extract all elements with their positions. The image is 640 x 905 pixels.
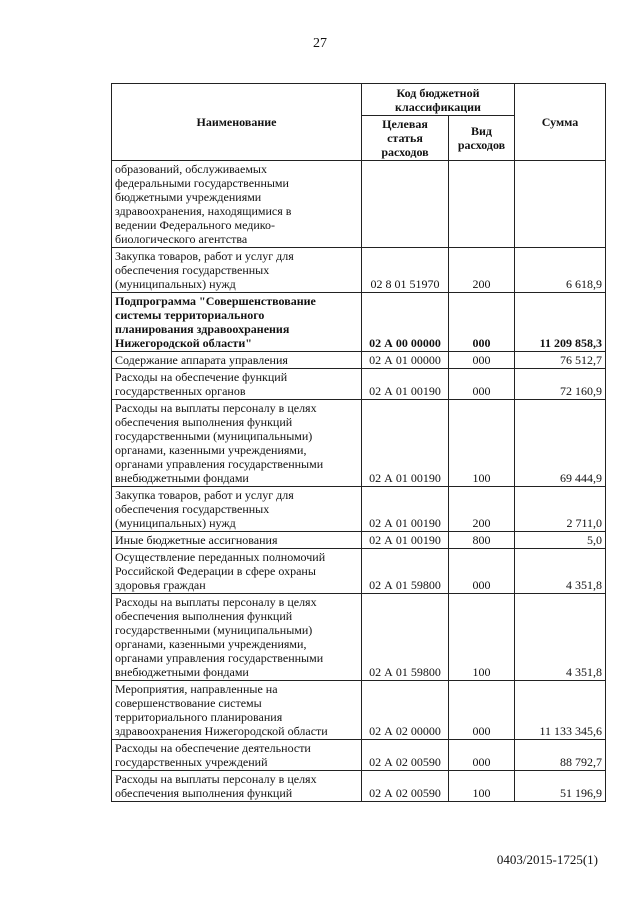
row-amount: 2 711,0 xyxy=(515,487,606,532)
row-target-article: 02 А 01 00190 xyxy=(362,369,449,400)
row-expense-type: 000 xyxy=(449,369,515,400)
row-expense-type: 000 xyxy=(449,681,515,740)
row-amount: 69 444,9 xyxy=(515,400,606,487)
row-expense-type: 200 xyxy=(449,248,515,293)
table-body xyxy=(112,161,606,802)
row-target-article: 02 8 01 51970 xyxy=(362,248,449,293)
row-name: Закупка товаров, работ и услуг для обеспечения государственных (муниципальных) нужд xyxy=(112,248,362,293)
row-name: образований, обслуживаемых федеральными государственными бюджетными учреждениями здравоохранения, находящимися в ведении Федерального медико- биологического агентства xyxy=(112,161,362,248)
header-code-group: Код бюджетной классификации xyxy=(362,84,515,116)
row-expense-type: 100 xyxy=(449,594,515,681)
row-amount: 4 351,8 xyxy=(515,549,606,594)
row-target-article: 02 А 01 00190 xyxy=(362,487,449,532)
row-expense-type xyxy=(449,161,515,248)
row-amount: 5,0 xyxy=(515,532,606,549)
table-row xyxy=(112,352,606,369)
row-target-article: 02 А 01 59800 xyxy=(362,594,449,681)
row-name: Закупка товаров, работ и услуг для обеспечения государственных (муниципальных) нужд xyxy=(112,487,362,532)
row-target-article: 02 А 01 00190 xyxy=(362,400,449,487)
table-row xyxy=(112,549,606,594)
header-target-article: Целевая статья расходов xyxy=(362,116,449,161)
table-row xyxy=(112,161,606,248)
table-row xyxy=(112,400,606,487)
row-amount: 11 209 858,3 xyxy=(515,293,606,352)
row-expense-type: 000 xyxy=(449,293,515,352)
header-name: Наименование xyxy=(112,84,362,161)
row-name: Подпрограмма "Совершенствование системы территориального планирования здравоохранения Нижегородской области" xyxy=(112,293,362,352)
row-expense-type: 000 xyxy=(449,740,515,771)
row-target-article: 02 А 01 59800 xyxy=(362,549,449,594)
row-name: Содержание аппарата управления xyxy=(112,352,362,369)
row-expense-type: 200 xyxy=(449,487,515,532)
budget-table xyxy=(111,83,606,802)
page-number: 27 xyxy=(313,36,327,51)
table-row xyxy=(112,248,606,293)
table-row xyxy=(112,681,606,740)
header-expense-type: Вид расходов xyxy=(449,116,515,161)
table-row xyxy=(112,369,606,400)
row-expense-type: 100 xyxy=(449,771,515,802)
row-name: Расходы на выплаты персоналу в целях обеспечения выполнения функций государственными (муниципальными) органами, казенными учреждениями, органами управления государственными внебюджетными фондами xyxy=(112,400,362,487)
row-name: Иные бюджетные ассигнования xyxy=(112,532,362,549)
row-amount xyxy=(515,161,606,248)
row-expense-type: 100 xyxy=(449,400,515,487)
header-amount: Сумма xyxy=(515,84,606,161)
row-name: Расходы на выплаты персоналу в целях обеспечения выполнения функций государственными (муниципальными) органами, казенными учреждениями, органами управления государственными внебюджетными фондами xyxy=(112,594,362,681)
row-amount: 72 160,9 xyxy=(515,369,606,400)
row-amount: 6 618,9 xyxy=(515,248,606,293)
row-name: Расходы на обеспечение деятельности государственных учреждений xyxy=(112,740,362,771)
row-name: Мероприятия, направленные на совершенствование системы территориального планирования здравоохранения Нижегородской области xyxy=(112,681,362,740)
table-row xyxy=(112,771,606,802)
row-amount: 51 196,9 xyxy=(515,771,606,802)
table-row xyxy=(112,740,606,771)
row-target-article xyxy=(362,161,449,248)
row-expense-type: 800 xyxy=(449,532,515,549)
row-expense-type: 000 xyxy=(449,549,515,594)
row-name: Осуществление переданных полномочий Российской Федерации в сфере охраны здоровья граждан xyxy=(112,549,362,594)
row-target-article: 02 А 01 00190 xyxy=(362,532,449,549)
table-row xyxy=(112,594,606,681)
row-expense-type: 000 xyxy=(449,352,515,369)
document-code: 0403/2015-1725(1) xyxy=(496,852,598,867)
table-row xyxy=(112,293,606,352)
row-amount: 11 133 345,6 xyxy=(515,681,606,740)
row-target-article: 02 А 00 00000 xyxy=(362,293,449,352)
row-name: Расходы на выплаты персоналу в целях обеспечения выполнения функций xyxy=(112,771,362,802)
row-amount: 4 351,8 xyxy=(515,594,606,681)
row-target-article: 02 А 01 00000 xyxy=(362,352,449,369)
row-target-article: 02 А 02 00590 xyxy=(362,740,449,771)
row-target-article: 02 А 02 00590 xyxy=(362,771,449,802)
table-row xyxy=(112,532,606,549)
table-row xyxy=(112,487,606,532)
row-target-article: 02 А 02 00000 xyxy=(362,681,449,740)
row-name: Расходы на обеспечение функций государственных органов xyxy=(112,369,362,400)
row-amount: 88 792,7 xyxy=(515,740,606,771)
row-amount: 76 512,7 xyxy=(515,352,606,369)
